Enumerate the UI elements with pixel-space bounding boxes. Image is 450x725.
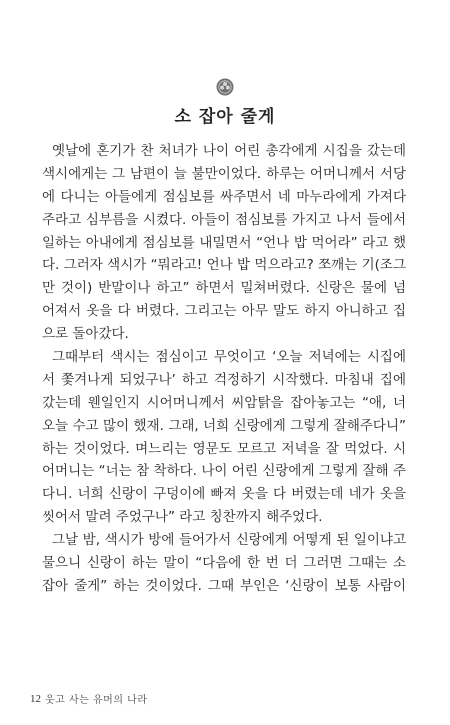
text-line: 물으니 신랑이 하는 말이 “다음에 한 번 더 그러면 그때는 소 (42, 555, 406, 572)
text-line: 다니. 너희 신랑이 구덩이에 빠져 옷을 다 버렸는데 네가 옷을 (42, 486, 406, 503)
page-footer (30, 691, 147, 706)
text-line: 만 것이) 반말이나 하고” 하면서 밀쳐버렸다. 신랑은 물에 넘 (42, 280, 406, 297)
text-line: 서 쫓겨나게 되었구나’ 하고 걱정하기 시작했다. 마침내 집에 (42, 371, 406, 388)
flower-emblem-icon (216, 78, 234, 96)
text-line: 색시에게는 그 남편이 늘 불만이었다. 하루는 어머니께서 서당 (42, 165, 406, 182)
story-title: 소 잡아 줄게 (174, 107, 276, 127)
text-line: 오늘 수고 많이 했재. 그래, 너희 신랑에게 그렇게 잘해주다니” (42, 417, 406, 434)
paragraph-1 (42, 140, 406, 346)
text-line: 어져서 옷을 다 버렸다. 그리고는 아무 말도 하지 아니하고 집 (42, 303, 406, 320)
text-line: 잡아 줄게” 하는 것이었다. 그때 부인은 ‘신랑이 보통 사람이 (42, 577, 406, 594)
text-line: 옛날에 혼기가 찬 처녀가 나이 어린 총각에게 시집을 갔는데 (52, 143, 406, 159)
text-line: 그날 밤, 색시가 방에 들어가서 신랑에게 어떻게 된 일이냐고 (52, 532, 406, 549)
page-number: 12 (30, 692, 41, 705)
paragraph-2 (42, 346, 406, 529)
text-line: 갔는데 웬일인지 시어머니께서 씨암탉을 잡아놓고는 “애, 너 (42, 394, 406, 411)
story-body (42, 140, 406, 598)
text-line: 으로 돌아갔다. (42, 326, 129, 343)
text-line: 그때부터 색시는 점심이고 무엇이고 ‘오늘 저녁에는 시집에 (52, 349, 406, 366)
book-title: 웃고 사는 유머의 나라 (45, 695, 148, 706)
text-line: 하는 것이었다. 며느리는 영문도 모르고 저녁을 잘 먹었다. 시 (42, 440, 406, 457)
paragraph-3 (42, 529, 406, 598)
text-line: 일하는 아내에게 점심보를 내밀면서 “언나 밥 먹어라” 라고 했 (42, 234, 406, 251)
text-line: 다. 그러자 색시가 “뭐라고! 언나 밥 먹으라고? 쪼깨는 기(조그 (42, 257, 406, 274)
text-line: 어머니는 “너는 참 착하다. 나이 어린 신랑에게 그렇게 잘해 주 (42, 463, 406, 480)
text-line: 씻어서 말려 주었구나” 라고 칭찬까지 해주었다. (42, 509, 323, 526)
text-line: 주라고 심부름을 시켰다. 아들이 점심보를 가지고 나서 들에서 (42, 211, 406, 228)
text-line: 에 다니는 아들에게 점심보를 싸주면서 네 마누라에게 가져다 (42, 188, 406, 205)
